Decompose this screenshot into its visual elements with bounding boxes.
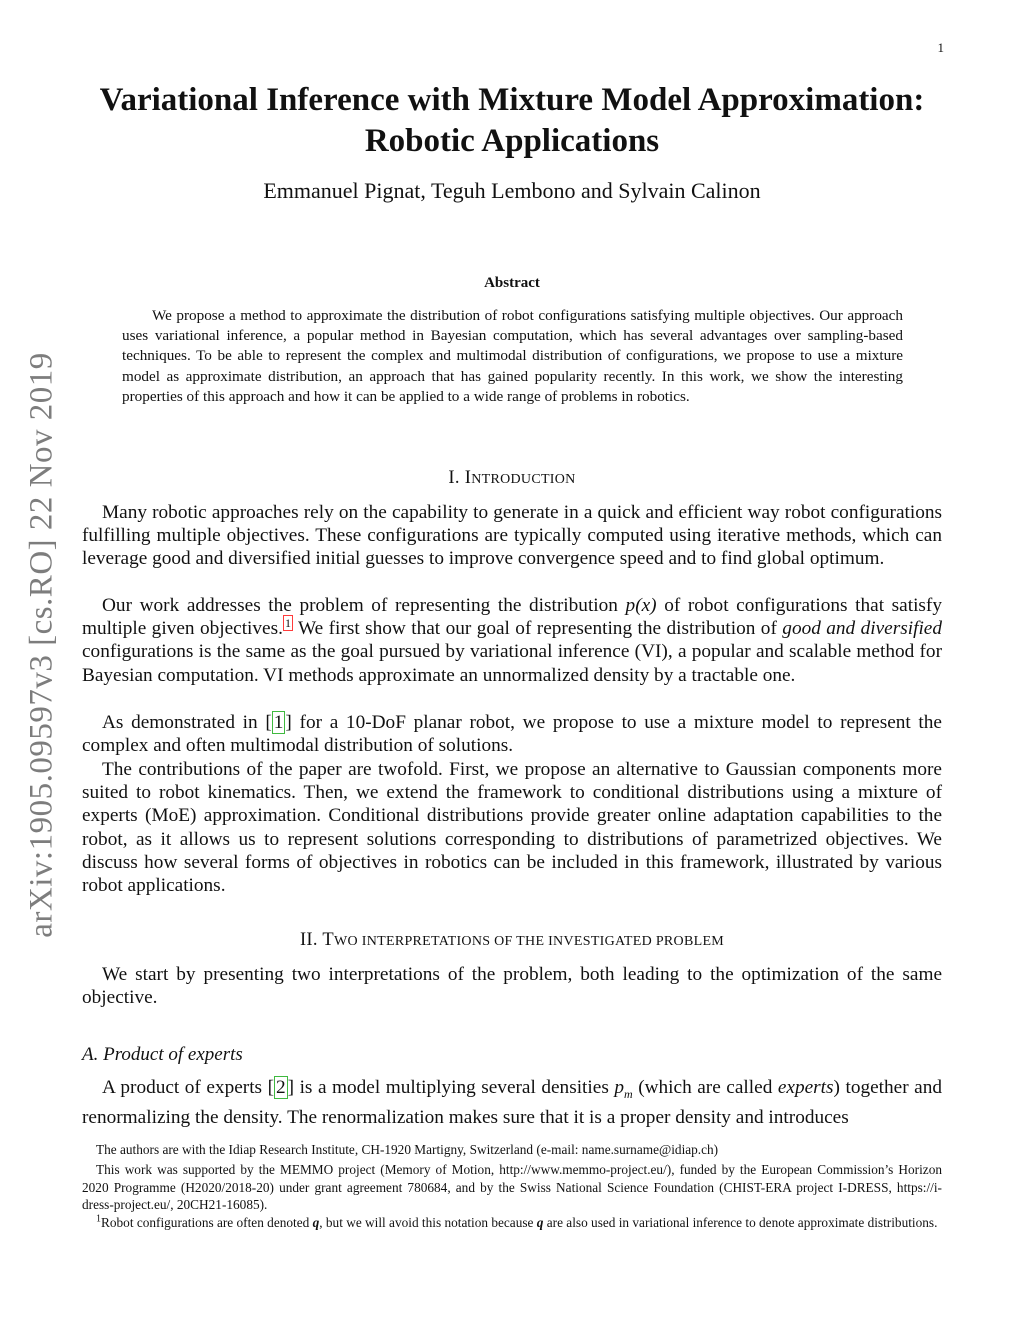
math-base: p xyxy=(614,1077,624,1098)
subsection-heading-product-of-experts: A. Product of experts xyxy=(82,1044,243,1065)
text-run: (which are called xyxy=(632,1077,778,1098)
section-heading-two-interpretations xyxy=(82,930,942,951)
page-number: 1 xyxy=(937,40,944,55)
emphasis-good-and-diversified: good and diversified xyxy=(782,618,943,640)
section-numeral: II. xyxy=(299,930,318,950)
text-run: Robot configurations are often denoted xyxy=(101,1215,313,1230)
footnote-link-1[interactable]: 1 xyxy=(284,615,291,630)
section-numeral: I. xyxy=(448,468,460,488)
footnote-funding: This work was supported by the MEMMO project (Memory of Motion, http://www.memmo-project.eu/), funded by the European Commission’s Horizon 2020 Programme (H2020/2018-20) under grant agreement 780684, and by the Swiss National Science Foundation (CHIST-ERA project I-DRESS, https://i-dress-project.eu/, 20CH21-16085). xyxy=(82,1162,942,1212)
math-p-sub-m xyxy=(614,1077,633,1101)
section-heading-introduction xyxy=(82,468,942,489)
math-subscript: m xyxy=(624,1086,633,1101)
text-run: We first show that our goal of representing the distribution of xyxy=(292,618,783,640)
citation-link-2[interactable]: 2 xyxy=(276,1077,286,1098)
title-line-2: Robotic Applications xyxy=(364,123,660,159)
intro-paragraph-2 xyxy=(82,594,942,687)
footnote-1 xyxy=(82,1214,942,1232)
abstract-text: We propose a method to approximate the distribution of robot configurations satisfying multiple objectives. Our approach uses variational inference, a popular method in Bayesian computation, which has several advantages over sampling-based techniques. To be able to represent the complex and multimodal distribution of configurations, we propose to use a mixture model as approximate distribution, an approach that has gained popularity recently. In this work, we show the interesting properties of this approach and how it can be applied to a wide range of problems in robotics. xyxy=(122,307,903,405)
text-run: As demonstrated in [ xyxy=(102,712,272,733)
footnote-mark: 1 xyxy=(96,1213,101,1225)
text-run: ] for a 10-DoF planar robot, we propose to use a mixture model to represent the complex and often multimodal distribution of solutions. xyxy=(82,712,942,757)
text-run: ) together and renormalizing the density. The renormalization makes sure that it is a proper density and introduces xyxy=(82,1077,943,1129)
math-bold-q: q xyxy=(312,1215,320,1230)
citation-link-1[interactable]: 1 xyxy=(273,712,284,733)
math-p-of-x: p(x) xyxy=(625,595,657,616)
intro-paragraph-1: Many robotic approaches rely on the capability to generate in a quick and efficient way robot configurations fulfilling multiple objectives. These configurations are typically computed using iterative methods, which can leverage good and diversified initial guesses to improve convergence speed and to find global optimum. xyxy=(82,502,942,570)
text-run: A product of experts [ xyxy=(102,1077,274,1098)
author-list: Emmanuel Pignat, Teguh Lembono and Sylvain Calinon xyxy=(263,178,761,203)
abstract-heading: Abstract xyxy=(484,275,540,291)
section-title-rest: NTRODUCTION xyxy=(471,472,576,487)
arxiv-identifier-stamp: arXiv:1905.09597v3 [cs.RO] 22 Nov 2019 xyxy=(23,352,60,938)
product-of-experts-paragraph xyxy=(82,1076,942,1129)
section-initial: I xyxy=(464,468,472,488)
emphasis-experts: experts xyxy=(777,1077,834,1098)
text-run: Our work addresses the problem of representing the distribution xyxy=(102,595,626,616)
title-line-1: Variational Inference with Mixture Model Approximation: xyxy=(99,82,925,118)
section2-paragraph-1: We start by presenting two interpretations of the problem, both leading to the optimization of the same objective. xyxy=(82,964,942,1009)
section-initial: T xyxy=(322,930,335,950)
intro-paragraph-4: The contributions of the paper are twofold. First, we propose an alternative to Gaussian components more suited to robot kinematics. Then, we extend the framework to conditional distributions using a mixture of experts (MoE) approximation. Conditional distributions provide greater online adaptation capabilities to the robot, as it allows us to represent solutions corresponding to distributions of parametrized objectives. We discuss how several forms of objectives in robotics can be included in this framework, illustrated by various robot applications. xyxy=(82,759,942,897)
text-run: configurations is the same as the goal pursued by variational inference (VI), a popular and scalable method for Bayesian computation. VI methods approximate an unnormalized density by a tractable one. xyxy=(82,641,942,686)
math-bold-q: q xyxy=(536,1215,544,1230)
intro-paragraph-3 xyxy=(82,711,942,757)
paper-title xyxy=(82,80,942,162)
text-run: of robot configurations that satisfy multiple given objectives. xyxy=(82,595,942,640)
text-run: are also used in variational inference to denote approximate distributions. xyxy=(543,1215,938,1230)
footnote-affiliation: The authors are with the Idiap Research Institute, CH-1920 Martigny, Switzerland (e-mail: name.surname@idiap.ch) xyxy=(96,1142,719,1157)
section-title-rest: WO INTERPRETATIONS OF THE INVESTIGATED PROBLEM xyxy=(334,934,725,949)
text-run: , but we will avoid this notation because xyxy=(319,1215,537,1230)
text-run: ] is a model multiplying several densities xyxy=(287,1077,615,1098)
